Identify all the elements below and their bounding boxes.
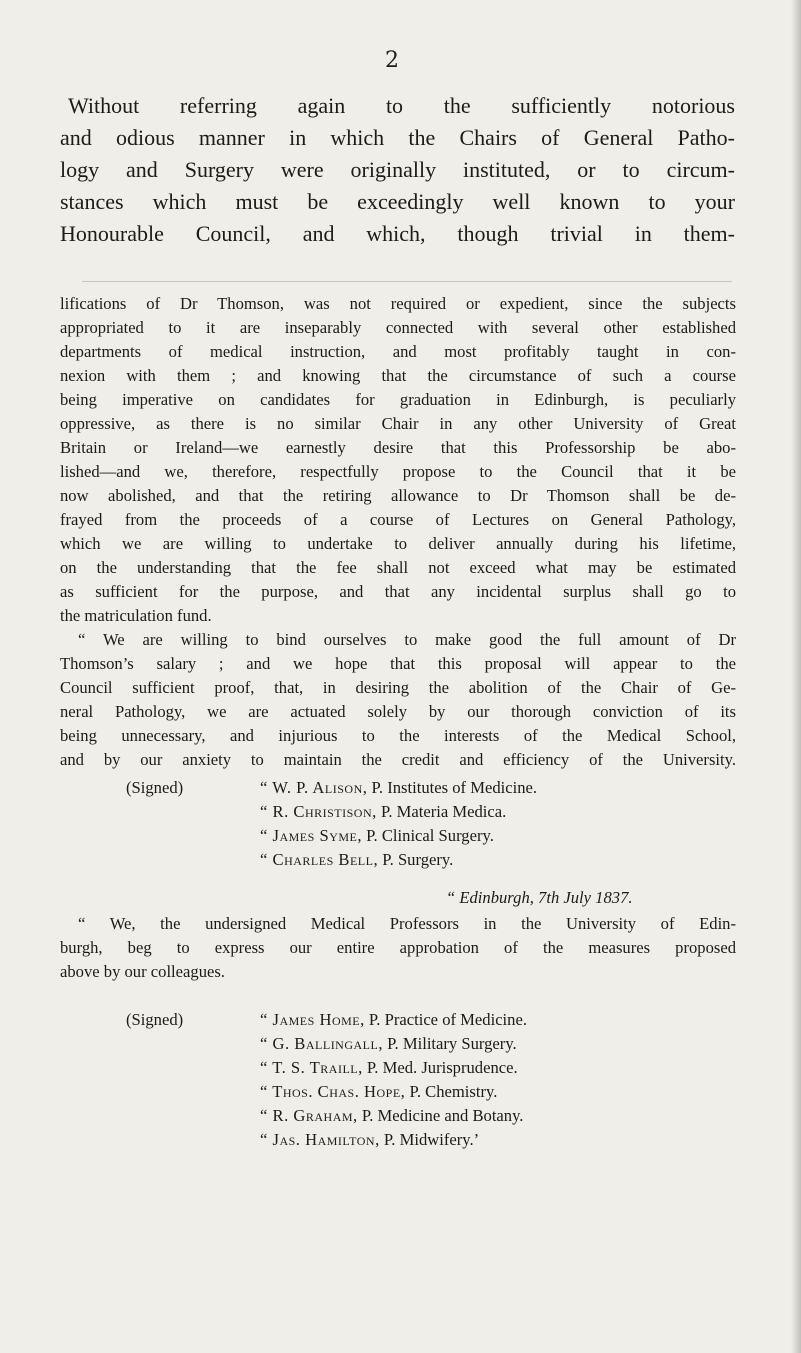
second-para-line: above by our colleagues. — [60, 962, 225, 981]
signatory-role: P. Med. Jurisprudence. — [366, 1058, 518, 1077]
signatory — [260, 776, 537, 800]
body-line: Council sufficient proof, that, in desiring the abolition of the Chair of Ge- — [60, 678, 736, 697]
signatory-role: P. Practice of Medicine. — [368, 1010, 527, 1029]
signatory-name: “ W. P. Alison, — [260, 778, 368, 797]
body-line: now abolished, and that the retiring allowance to Dr Thomson shall be de- — [60, 486, 736, 505]
signatory-role: P. Midwifery.’ — [383, 1130, 480, 1149]
intro-line: and odious manner in which the Chairs of General Patho- — [60, 125, 735, 150]
date-line: “ Edinburgh, 7th July 1837. — [446, 888, 633, 907]
intro-paragraph — [60, 90, 735, 250]
signatory-role: P. Military Surgery. — [387, 1034, 517, 1053]
body-line: lifications of Dr Thomson, was not required or expedient, since the subjects — [60, 294, 736, 313]
signatory — [260, 1056, 527, 1080]
signatory-name: “ T. S. Traill, — [260, 1058, 363, 1077]
body-line: oppressive, as there is no similar Chair in any other University of Great — [60, 414, 736, 433]
signatory — [260, 1008, 527, 1032]
signatory-role: P. Institutes of Medicine. — [371, 778, 538, 797]
signatory — [260, 848, 537, 872]
signatory-name: “ Thos. Chas. Hope, — [260, 1082, 406, 1101]
signatory — [260, 1080, 527, 1104]
body-line: Britain or Ireland—we earnestly desire that this Professorship be abo- — [60, 438, 736, 457]
intro-line: Without referring again to the sufficiently notorious — [68, 93, 735, 118]
signatory-list — [260, 776, 537, 872]
signed-label: (Signed) — [126, 778, 184, 797]
body-line: nexion with them ; and knowing that the circumstance of such a course — [60, 366, 736, 385]
signatory-name: “ James Home, — [260, 1010, 365, 1029]
signatory-name: “ Jas. Hamilton, — [260, 1130, 380, 1149]
body-line: lished—and we, therefore, respectfully propose to the Council that it be — [60, 462, 736, 481]
body-line: appropriated to it are inseparably connected with several other established — [60, 318, 736, 337]
signatory-name: “ R. Graham, — [260, 1106, 358, 1125]
body-line: the matriculation fund. — [60, 606, 212, 625]
body-line: on the understanding that the fee shall not exceed what may be estimated — [60, 558, 736, 577]
body-line: departments of medical instruction, and most profitably taught in con- — [60, 342, 736, 361]
signed-label: (Signed) — [126, 1010, 184, 1029]
body-line: which we are willing to undertake to deliver annually during his lifetime, — [60, 534, 736, 553]
signatory-role: P. Clinical Surgery. — [366, 826, 494, 845]
signatory-name: “ G. Ballingall, — [260, 1034, 383, 1053]
second-paragraph — [60, 912, 736, 984]
signatory — [260, 824, 537, 848]
signatory — [260, 1104, 527, 1128]
signatory-name: “ Charles Bell, — [260, 850, 379, 869]
body-line: neral Pathology, we are actuated solely by our thorough conviction of its — [60, 702, 736, 721]
signatory-name: “ James Syme, — [260, 826, 363, 845]
signatory-role: P. Chemistry. — [409, 1082, 498, 1101]
body-line: being imperative on candidates for graduation in Edinburgh, is peculiarly — [60, 390, 736, 409]
signatory-role: P. Surgery. — [382, 850, 454, 869]
signatory — [260, 1128, 527, 1152]
page-number: 2 — [385, 48, 399, 73]
intro-line: Honourable Council, and which, though trivial in them- — [60, 221, 735, 246]
body-line: and by our anxiety to maintain the credit and efficiency of the University. — [60, 750, 736, 769]
section-divider — [82, 281, 732, 282]
second-para-line: “ We, the undersigned Medical Professors in the University of Edin- — [78, 914, 736, 933]
second-para-line: burgh, beg to express our entire approbation of the measures proposed — [60, 938, 736, 957]
body-line: as sufficient for the purpose, and that any incidental surplus shall go to — [60, 582, 736, 601]
signatory-list — [260, 1008, 527, 1152]
signatory — [260, 1032, 527, 1056]
body-line: frayed from the proceeds of a course of Lectures on General Pathology, — [60, 510, 736, 529]
signatory-role: P. Medicine and Botany. — [361, 1106, 524, 1125]
body-text — [60, 292, 736, 772]
signatory-name: “ R. Christison, — [260, 802, 377, 821]
signatory — [260, 800, 537, 824]
body-line: “ We are willing to bind ourselves to make good the full amount of Dr — [78, 630, 736, 649]
page-edge-shadow — [791, 0, 801, 1353]
intro-line: stances which must be exceedingly well known to your — [60, 189, 735, 214]
signatory-role: P. Materia Medica. — [380, 802, 507, 821]
body-line: being unnecessary, and injurious to the interests of the Medical School, — [60, 726, 736, 745]
body-line: Thomson’s salary ; and we hope that this proposal will appear to the — [60, 654, 736, 673]
intro-line: logy and Surgery were originally instituted, or to circum- — [60, 157, 735, 182]
